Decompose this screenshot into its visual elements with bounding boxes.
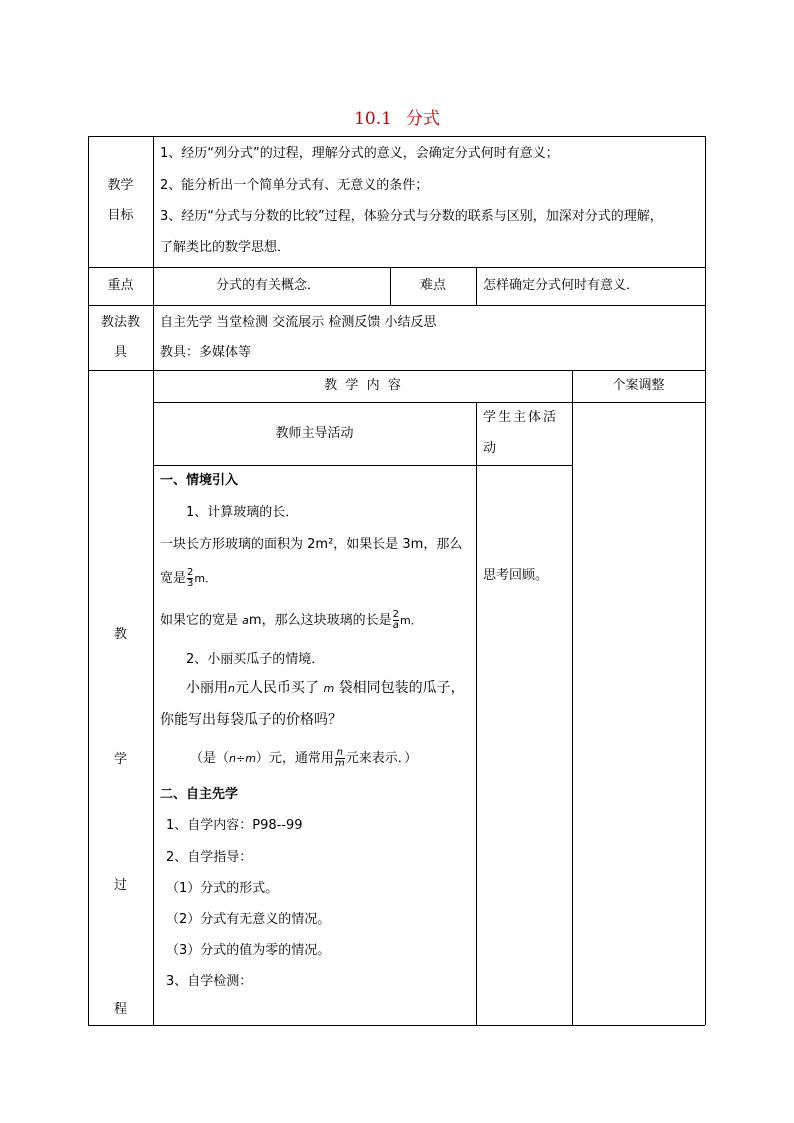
var-n: n <box>228 682 235 695</box>
section-1-para-1: 一块长方形玻璃的面积为 2m²，如果长是 3m，那么 <box>160 537 463 552</box>
fraction-denominator: a <box>392 620 399 631</box>
row-divider-focus <box>88 305 705 306</box>
section-2-sub-2: （2）分式有无意义的情况。 <box>166 912 331 927</box>
section-2-item-3: 3、自学检测： <box>166 974 253 989</box>
fraction-two-thirds <box>187 568 193 589</box>
page-title <box>0 104 794 129</box>
table-border-bottom <box>88 1025 705 1026</box>
objectives-label-2: 目标 <box>107 208 134 223</box>
section-1-para-3 <box>160 610 422 631</box>
row-divider-methods <box>88 370 705 371</box>
student-column-divider <box>476 402 477 1025</box>
student-activity-header-2: 动 <box>483 441 497 456</box>
length-suffix: m． <box>399 614 422 627</box>
content-header: 教 学 内 容 <box>324 378 401 393</box>
fraction-denominator: m <box>334 758 345 769</box>
section-1-para-4 <box>186 678 465 699</box>
process-label-char-4: 程 <box>113 1002 127 1017</box>
objectives-label-1: 教学 <box>107 178 134 193</box>
seeds-text-a: 小丽用 <box>186 680 228 696</box>
section-2-title: 二、自主先学 <box>160 787 239 802</box>
section-2-item-2: 2、自学指导： <box>166 850 253 865</box>
section-1-item-2: 2、小丽买瓜子的情境． <box>186 652 325 667</box>
table-border-right <box>705 136 706 1025</box>
row-divider-content-header <box>153 402 705 403</box>
section-2-sub-1: （1）分式的形式。 <box>166 881 279 896</box>
fraction-n-over-m <box>335 748 345 769</box>
seeds-text-b: 元人民币买了 <box>234 680 319 696</box>
fraction-numerator: 2 <box>187 567 194 578</box>
fraction-two-over-a <box>393 610 399 631</box>
objective-item-2: 2、能分析出一个简单分式有、无意义的条件； <box>160 178 429 193</box>
key-point-label: 重点 <box>107 278 134 293</box>
section-2-sub-3: （3）分式的值为零的情况。 <box>166 943 331 958</box>
process-label-char-3: 过 <box>113 878 127 893</box>
process-label-char-1: 教 <box>113 627 127 642</box>
student-note: 思考回顾。 <box>483 568 549 583</box>
price-text-a: （是（ <box>190 751 230 766</box>
objective-item-1: 1、经历“列分式”的过程，理解分式的意义，会确定分式何时有意义； <box>160 146 559 161</box>
student-activity-header-1: 学生主体活 <box>483 410 559 425</box>
key-point-value: 分式的有关概念． <box>216 278 321 293</box>
adjust-header: 个案调整 <box>612 378 665 393</box>
var-m: m <box>323 682 335 695</box>
fraction-numerator: 2 <box>392 609 399 620</box>
section-1-title: 一、情境引入 <box>160 473 239 488</box>
table-border-top <box>88 136 705 137</box>
methods-label-1: 教法教 <box>100 315 140 330</box>
title-text: 分式 <box>405 109 440 129</box>
price-text-c: 元来表示．） <box>345 751 418 766</box>
width-suffix: m． <box>194 572 217 585</box>
fraction-numerator: n <box>336 747 343 758</box>
objective-item-3: 3、经历“分式与分数的比较”过程，体验分式与分数的联系与区别，加深对分式的理解， <box>160 209 663 224</box>
difficult-point-value: 怎样确定分式何时有意义． <box>483 278 640 293</box>
row-divider-objectives <box>88 267 705 268</box>
section-1-para-2 <box>160 568 216 589</box>
length-text: m，那么这块玻璃的长是 <box>248 613 392 628</box>
price-expr: n÷m <box>229 752 256 765</box>
section-1-para-5: 你能写出每袋瓜子的价格吗？ <box>160 712 342 728</box>
process-label-char-2: 学 <box>113 752 127 767</box>
methods-label-2: 具 <box>113 345 127 360</box>
methods-line-1: 自主先学 当堂检测 交流展示 检测反馈 小结反思 <box>160 315 437 330</box>
row-divider-activity-header <box>153 465 572 466</box>
section-1-item-1: 1、计算玻璃的长． <box>186 505 299 520</box>
price-text-b: ）元，通常用 <box>255 751 334 766</box>
teacher-activity-header: 教师主导活动 <box>275 426 354 441</box>
width-var-prefix: 如果它的宽是 <box>160 613 239 628</box>
section-2-item-1: 1、自学内容：P98--99 <box>166 818 303 833</box>
objective-item-3-cont: 了解类比的数学思想． <box>160 240 291 255</box>
label-column-divider <box>153 136 154 1025</box>
focus-divider-2 <box>476 267 477 305</box>
title-number: 10.1 <box>354 109 392 129</box>
methods-line-2: 教具：多媒体等 <box>160 345 252 360</box>
section-1-para-6 <box>190 748 417 769</box>
width-prefix: 宽是 <box>160 571 187 586</box>
seeds-text-c: 袋相同包装的瓜子， <box>338 680 465 696</box>
var-a: a <box>242 614 249 627</box>
fraction-denominator: 3 <box>187 578 194 589</box>
adjust-column-divider <box>572 370 573 1025</box>
difficult-point-label: 难点 <box>419 278 446 293</box>
